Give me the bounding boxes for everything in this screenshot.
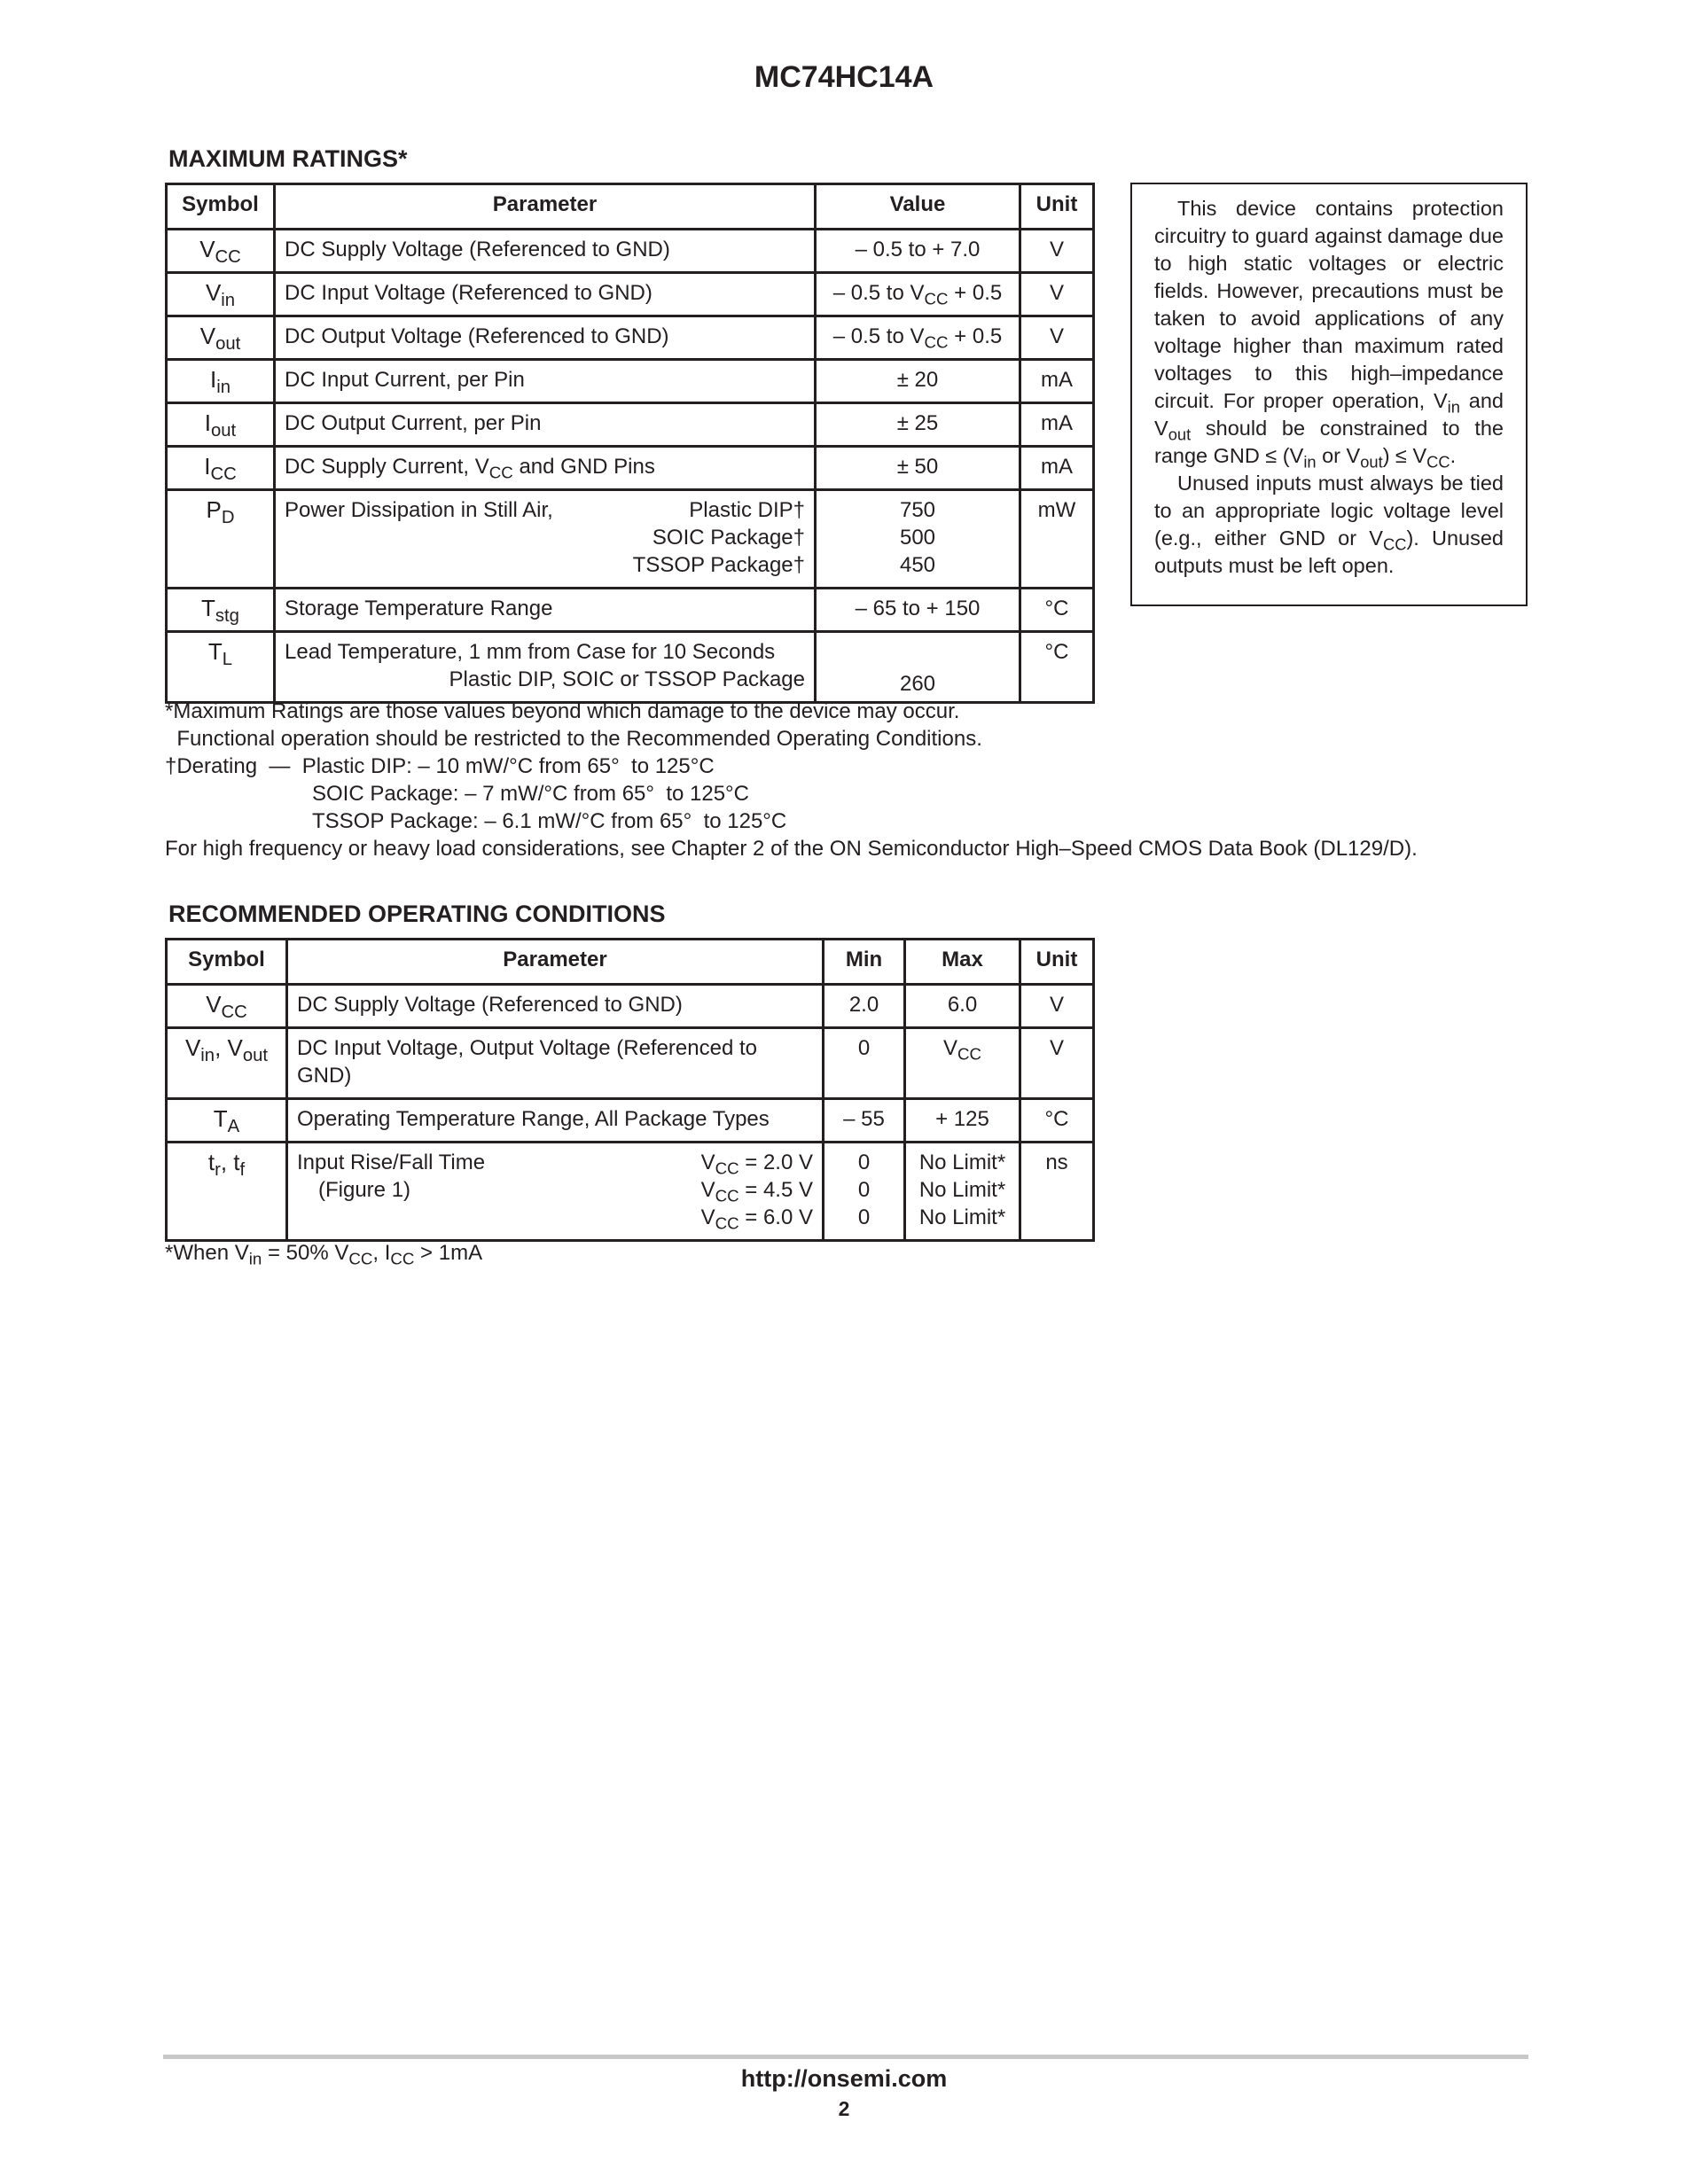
value-cell: – 0.5 to $V_{CC} + 0.5$	[816, 273, 1020, 316]
symbol-cell: $V_{in}$, $V_{out}$	[167, 1028, 287, 1099]
unit-cell: V	[1020, 1028, 1094, 1099]
parameter-cell: DC Input Voltage (Referenced to GND)	[275, 273, 816, 316]
unit-cell: V	[1020, 316, 1094, 360]
table-row	[167, 1143, 1094, 1241]
symbol-cell: $V_{out}$	[167, 316, 275, 360]
note-paragraph: This device contains protection circuitry to guard against damage due to high static voltages or electric fields. However, precautions must be taken to avoid applications of any voltage higher than maximum rated voltages to this high–impedance circuit. For proper operation, $V_{in}$ and $V_{out}$ should be constrained to the range GND ≤ ($V_{in}$ or $V_{out}) \le V_{CC}$.	[1154, 197, 1504, 472]
value-cell: – 0.5 to + 7.0	[816, 230, 1020, 273]
value-cell: 260	[816, 632, 1020, 703]
symbol-cell: $P_D$	[167, 490, 275, 589]
note-paragraph: Unused inputs must always be tied to an appropriate logic voltage level (e.g., either GND or $V_{CC}$). Unused outputs must be left open.	[1154, 472, 1504, 577]
column-header: Symbol	[167, 184, 275, 230]
max-cell: 6.0	[905, 985, 1020, 1028]
page-number: 2	[838, 2097, 850, 2120]
table-row	[167, 447, 1094, 490]
unit-cell: V	[1020, 985, 1094, 1028]
parameter-cell: DC Supply Voltage (Referenced to GND)	[287, 985, 824, 1028]
rec-conditions-footnote	[165, 1239, 482, 1267]
parameter-cell: Lead Temperature, 1 mm from Case for 10 Seconds Plastic DIP, SOIC or TSSOP Package	[275, 632, 816, 703]
value-cell: – 65 to + 150	[816, 589, 1020, 632]
min-cell: – 55	[824, 1099, 905, 1143]
symbol-cell: $I_{out}$	[167, 403, 275, 447]
footnote-line: *When $V_{in} = 50\%$ $V_{CC}$, $I_{CC} > 1mA$	[165, 1241, 483, 1268]
value-cell: 750 500 450	[816, 490, 1020, 589]
parameter-cell: DC Supply Current, $V_{CC}$ and GND Pins	[275, 447, 816, 490]
footer-url[interactable]: http://onsemi.com	[740, 2065, 948, 2092]
min-cell: 2.0	[824, 985, 905, 1028]
parameter-cell: Operating Temperature Range, All Package Types	[287, 1099, 824, 1143]
table-row	[167, 490, 1094, 589]
parameter-cell: DC Supply Voltage (Referenced to GND)	[275, 230, 816, 273]
table-row	[167, 403, 1094, 447]
symbol-cell: $V_{in}$	[167, 273, 275, 316]
table-row	[167, 589, 1094, 632]
parameter-cell: Power Dissipation in Still Air, Plastic DIP† SOIC Package† TSSOP Package†	[275, 490, 816, 589]
table-header-row	[167, 184, 1094, 230]
table-row	[167, 316, 1094, 360]
symbol-cell: $I_{CC}$	[167, 447, 275, 490]
symbol-cell: $T_{stg}$	[167, 589, 275, 632]
table-row	[167, 1028, 1094, 1099]
footnote-line: *Maximum Ratings are those values beyond which damage to the device may occur.	[165, 699, 960, 723]
max-cell: $V_{CC}$	[905, 1028, 1020, 1099]
footnote-line: Functional operation should be restricted to the Recommended Operating Conditions.	[165, 727, 982, 751]
symbol-cell: $V_{CC}$	[167, 985, 287, 1028]
unit-cell: °C	[1020, 1099, 1094, 1143]
footnote-line: TSSOP Package: – 6.1 mW/°C from 65° to 125°C	[312, 809, 787, 833]
symbol-cell: $I_{in}$	[167, 360, 275, 403]
table-row	[167, 985, 1094, 1028]
max-ratings-table	[165, 183, 1095, 704]
table-row	[167, 273, 1094, 316]
max-ratings-footnotes	[165, 698, 1418, 862]
rec-conditions-title: RECOMMENDED OPERATING CONDITIONS	[168, 901, 666, 927]
unit-cell: °C	[1020, 589, 1094, 632]
max-cell: + 125	[905, 1099, 1020, 1143]
value-cell: – 0.5 to $V_{CC} + 0.5$	[816, 316, 1020, 360]
rec-conditions-table	[165, 938, 1095, 1242]
parameter-cell: Input Rise/Fall Time $V_{CC} = 2.0$ V (Figure 1) $V_{CC} = 4.5$ V $V_{CC} = 6.0$ V	[287, 1143, 824, 1241]
parameter-cell: Storage Temperature Range	[275, 589, 816, 632]
table-row	[167, 632, 1094, 703]
unit-cell: mA	[1020, 360, 1094, 403]
value-cell: ± 25	[816, 403, 1020, 447]
unit-cell: V	[1020, 273, 1094, 316]
footnote-line: SOIC Package: – 7 mW/°C from 65° to 125°C	[312, 782, 749, 806]
footnote-line: For high frequency or heavy load considerations, see Chapter 2 of the ON Semiconductor High–Speed CMOS Data Book (DL129/D).	[165, 837, 1418, 861]
column-header: Unit	[1020, 184, 1094, 230]
unit-cell: mA	[1020, 447, 1094, 490]
min-cell: 0	[824, 1028, 905, 1099]
parameter-cell: DC Output Current, per Pin	[275, 403, 816, 447]
value-cell: ± 50	[816, 447, 1020, 490]
unit-cell: V	[1020, 230, 1094, 273]
column-header: Value	[816, 184, 1020, 230]
page-title: MC74HC14A	[754, 60, 934, 94]
symbol-cell: $T_L$	[167, 632, 275, 703]
parameter-cell: DC Output Voltage (Referenced to GND)	[275, 316, 816, 360]
symbol-cell: $V_{CC}$	[167, 230, 275, 273]
table-row	[167, 1099, 1094, 1143]
table-row	[167, 230, 1094, 273]
max-ratings-title: MAXIMUM RATINGS*	[168, 145, 408, 172]
max-cell: No Limit* No Limit* No Limit*	[905, 1143, 1020, 1241]
column-header: Symbol	[167, 940, 287, 985]
column-header: Min	[824, 940, 905, 985]
footer-divider	[163, 2055, 1528, 2059]
column-header: Parameter	[275, 184, 816, 230]
column-header: Max	[905, 940, 1020, 985]
parameter-cell: DC Input Voltage, Output Voltage (Referenced to GND)	[287, 1028, 824, 1099]
unit-cell: mW	[1020, 490, 1094, 589]
column-header: Unit	[1020, 940, 1094, 985]
symbol-cell: $t_r$, $t_f$	[167, 1143, 287, 1241]
symbol-cell: $T_A$	[167, 1099, 287, 1143]
protection-note	[1130, 183, 1528, 606]
value-cell: ± 20	[816, 360, 1020, 403]
unit-cell: °C	[1020, 632, 1094, 703]
table-row	[167, 360, 1094, 403]
min-cell: 0 0 0	[824, 1143, 905, 1241]
footnote-line: †Derating — Plastic DIP: – 10 mW/°C from 65° to 125°C	[165, 754, 715, 778]
unit-cell: mA	[1020, 403, 1094, 447]
parameter-cell: DC Input Current, per Pin	[275, 360, 816, 403]
table-header-row	[167, 940, 1094, 985]
unit-cell: ns	[1020, 1143, 1094, 1241]
column-header: Parameter	[287, 940, 824, 985]
